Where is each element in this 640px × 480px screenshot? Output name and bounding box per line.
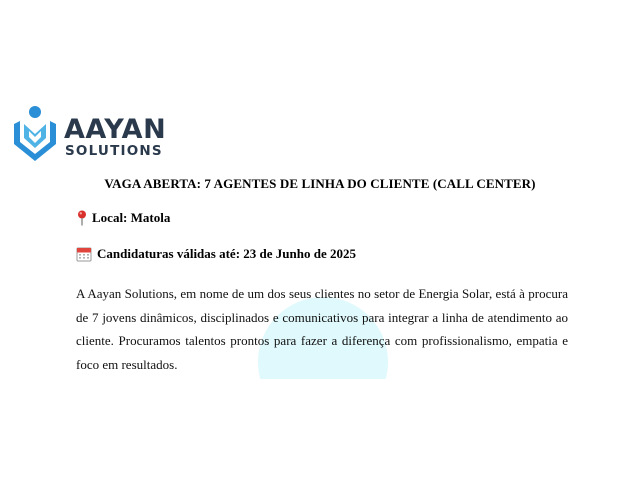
logo-wordmark: AAYAN <box>64 114 167 145</box>
location-line <box>76 210 170 226</box>
pin-icon <box>76 210 88 226</box>
location-text: Local: Matola <box>92 210 171 225</box>
job-description-paragraph: A Aayan Solutions, em nome de um dos seus clientes no setor de Energia Solar, está à procura de 7 jovens dinâmicos, disciplinados e comunicativos para integrar a linha de atendimento ao cliente. Procuramos talentos prontos para fazer a diferença com profissionalismo, empatia e foco em resultados. <box>76 286 568 372</box>
document-title: VAGA ABERTA: 7 AGENTES DE LINHA DO CLIENTE (CALL CENTER) <box>104 176 536 191</box>
company-logo <box>12 104 172 168</box>
calendar-icon <box>76 246 92 262</box>
logo-subtitle: SOLUTIONS <box>65 143 163 159</box>
logo-mark-icon <box>12 104 58 164</box>
deadline-line <box>76 246 356 262</box>
deadline-text: Candidaturas válidas até: 23 de Junho de 2025 <box>97 246 356 261</box>
